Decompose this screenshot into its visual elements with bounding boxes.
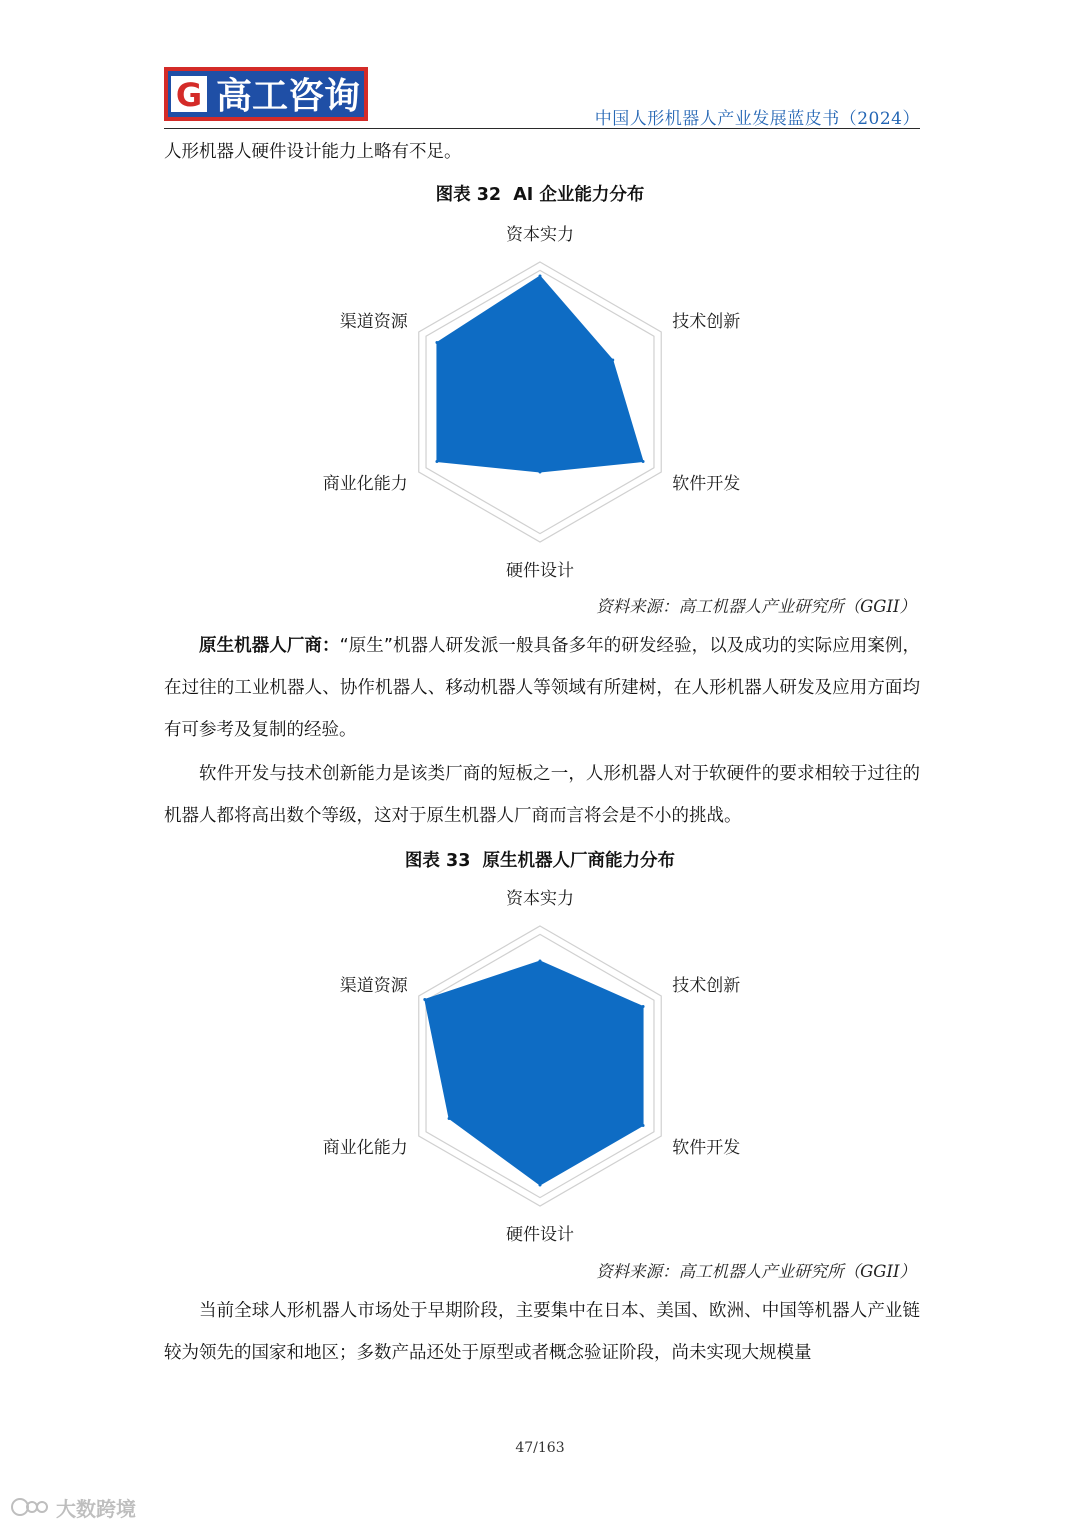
header-divider xyxy=(164,128,920,129)
radar-axis-label-4: 商业化能力 xyxy=(322,1138,408,1158)
radar-point-2 xyxy=(642,1124,645,1127)
radar-axis-label-1: 技术创新 xyxy=(672,312,741,332)
radar-axis-label-5: 渠道资源 xyxy=(339,312,408,332)
paragraph-lead: 原生机器人厂商： xyxy=(199,636,340,656)
page-number: 47/163 xyxy=(515,1440,565,1456)
document-title: 中国人形机器人产业发展蓝皮书（2024） xyxy=(594,109,920,129)
figure32-caption: 图表 32 AI 企业能力分布 xyxy=(435,185,645,205)
radar-point-3 xyxy=(539,1184,542,1187)
logo-letter: G xyxy=(175,76,203,114)
radar-point-5 xyxy=(423,998,426,1001)
radar-axis-label-3: 硬件设计 xyxy=(506,1225,574,1245)
watermark xyxy=(10,1492,136,1522)
watermark-text: 大数跨境 xyxy=(56,1496,136,1521)
radar-axis-label-0: 资本实力 xyxy=(506,225,574,245)
radar-point-1 xyxy=(611,359,614,362)
radar-chart-native-robot-makers xyxy=(290,886,790,1246)
radar-axis-label-3: 硬件设计 xyxy=(506,561,574,581)
radar-point-4 xyxy=(448,1117,451,1120)
paragraph-software-weakness: 软件开发与技术创新能力是该类厂商的短板之一，人形机器人对于软硬件的要求相较于过往的机器人都将高出数个等级，这对于原生机器人厂商而言将会是不小的挑战。 xyxy=(164,764,920,826)
radar-series-area xyxy=(437,276,643,472)
radar-axis-label-0: 资本实力 xyxy=(506,889,574,909)
radar-point-4 xyxy=(435,460,438,463)
radar-point-2 xyxy=(642,460,645,463)
figure33-caption: 图表 33 原生机器人厂商能力分布 xyxy=(404,851,676,871)
radar-axis-label-2: 软件开发 xyxy=(672,1138,741,1158)
figure32-source: 资料来源：高工机器人产业研究所（GGII） xyxy=(596,597,916,616)
radar-point-3 xyxy=(539,471,542,474)
radar-point-1 xyxy=(642,1005,645,1008)
radar-series-area xyxy=(425,961,643,1185)
radar-axis-label-4: 商业化能力 xyxy=(322,474,408,494)
radar-point-0 xyxy=(539,960,542,963)
gaogong-logo xyxy=(164,67,368,121)
paragraph-body: “原生”机器人研发派一般具备多年的研发经验，以及成功的实际应用案例，在过往的工业机器人、协作机器人、移动机器人等领域有所建树，在人形机器人研发及应用方面均有可参考及复制的经验。 xyxy=(164,636,920,740)
paragraph-global-market: 当前全球人形机器人市场处于早期阶段，主要集中在日本、美国、欧洲、中国等机器人产业链较为领先的国家和地区；多数产品还处于原型或者概念验证阶段，尚未实现大规模量 xyxy=(164,1301,920,1363)
radar-axis-label-1: 技术创新 xyxy=(672,976,741,996)
radar-point-0 xyxy=(539,275,542,278)
figure33-source: 资料来源：高工机器人产业研究所（GGII） xyxy=(596,1262,916,1281)
watermark-logo-icon xyxy=(10,1495,50,1519)
radar-point-5 xyxy=(435,341,438,344)
radar-axis-label-5: 渠道资源 xyxy=(339,976,408,996)
logo-text: 高工咨询 xyxy=(215,76,361,117)
paragraph-native-robot-makers xyxy=(164,625,920,751)
paragraph-intro: 人形机器人硬件设计能力上略有不足。 xyxy=(164,142,462,162)
radar-chart-ai-companies xyxy=(290,222,790,582)
radar-axis-label-2: 软件开发 xyxy=(672,474,741,494)
